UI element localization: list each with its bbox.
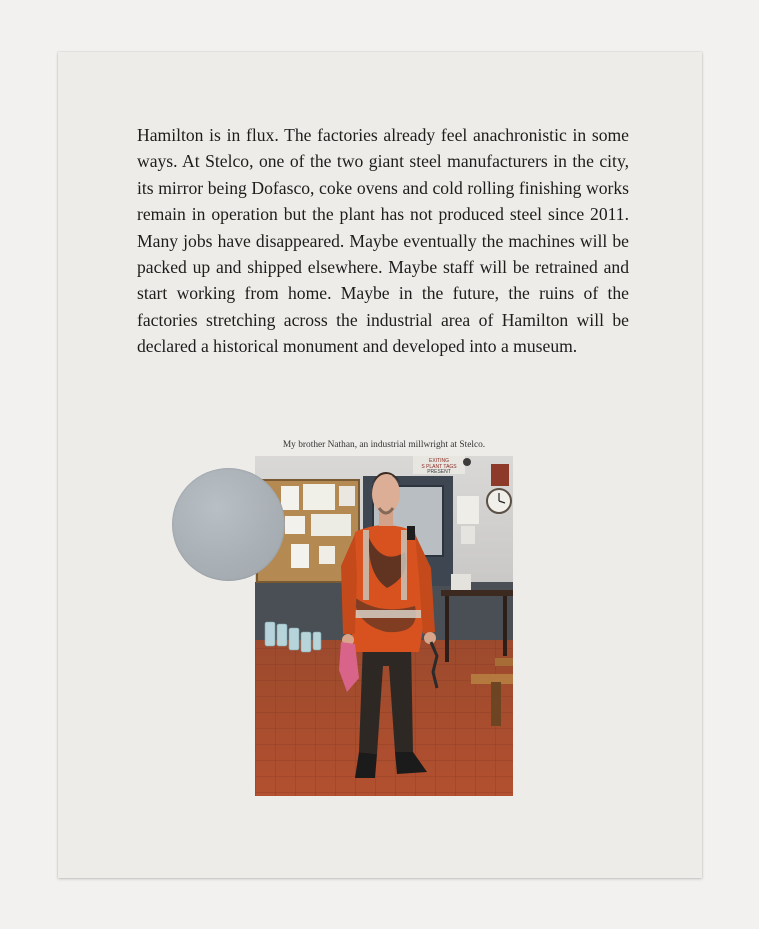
paper-sheet — [58, 52, 702, 878]
grey-circle-sticker — [172, 468, 285, 581]
sign-text-2: S PLANT TAGS — [421, 464, 457, 470]
worker-photo — [255, 456, 513, 796]
sign-text-1: EXITING — [428, 458, 450, 464]
photo-caption: My brother Nathan, an industrial millwright at Stelco. — [282, 440, 486, 450]
essay-paragraph: Hamilton is in flux. The factories already feel anachronistic in some ways. At Stelco, one of the two giant steel manufacturers in the city, its mirror being Dofasco, coke ovens and cold rolling finishing works remain in operation but the plant has not produced steel since 2011. Many jobs have disappeared. Maybe eventually the machines will be packed up and shipped elsewhere. Maybe staff will be retrained and start working from home. Maybe in the future, the ruins of the factories stretching across the industrial area of Hamilton will be declared a historical monument and developed into a museum. — [137, 125, 629, 357]
sign-text-3: PRESENT — [427, 469, 451, 475]
